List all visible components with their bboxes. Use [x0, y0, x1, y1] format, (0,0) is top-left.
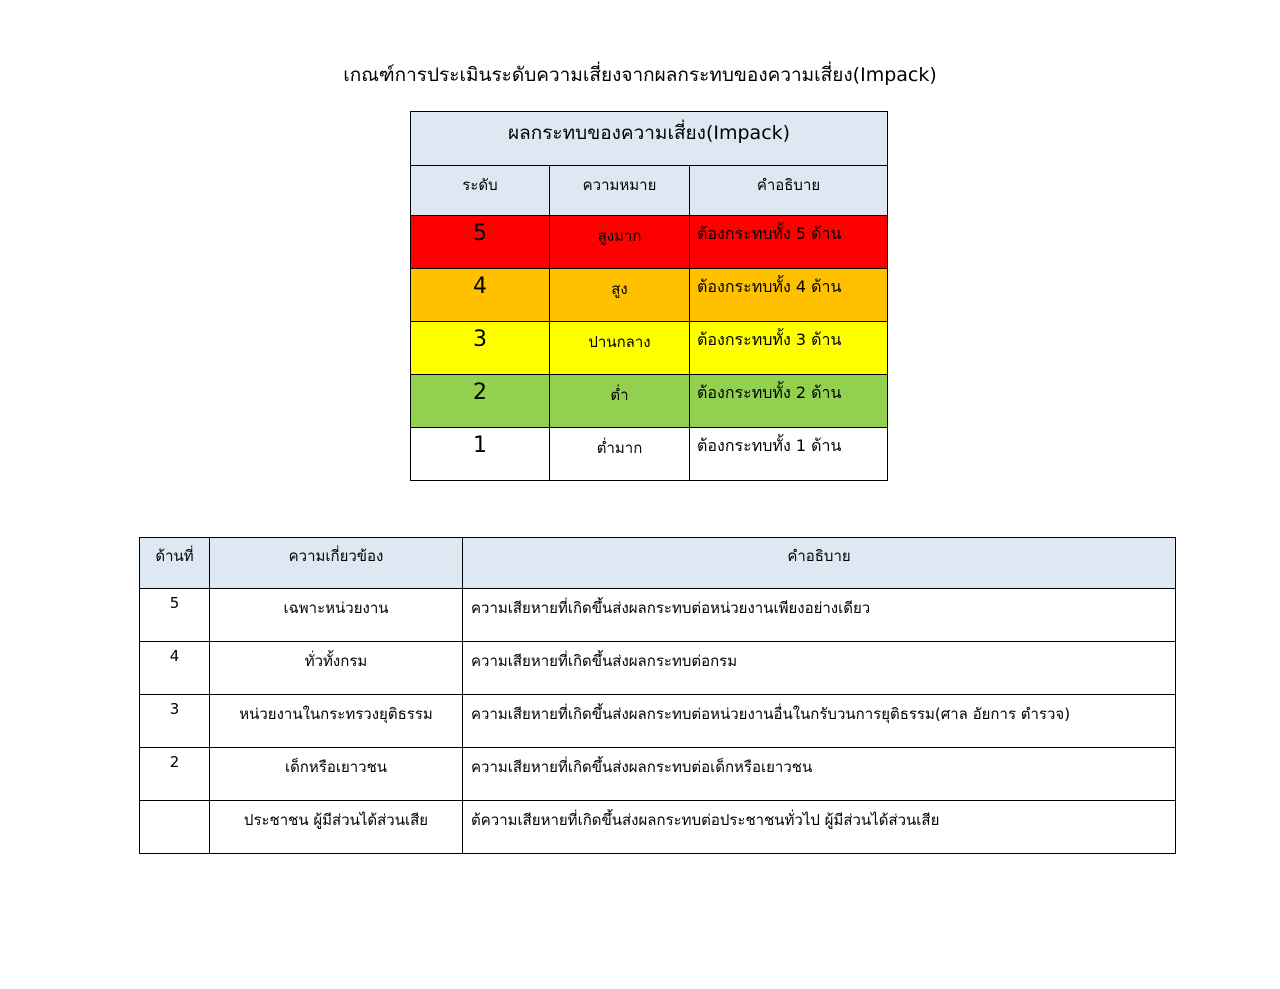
column-header-meaning: ความหมาย [550, 166, 690, 216]
aspect-number: 3 [140, 695, 210, 748]
aspect-description: ความเสียหายที่เกิดขึ้นส่งผลกระทบต่อหน่วยงานอื่นในกรับวนการยุติธรรม(ศาล อัยการ ตำรวจ) [463, 695, 1176, 748]
impact-level: 5 [411, 216, 550, 269]
aspect-row [140, 695, 1176, 748]
impact-meaning: ต่ำมาก [550, 428, 690, 481]
impact-description: ต้องกระทบทั้ง 1 ด้าน [690, 428, 888, 481]
aspect-description: ความเสียหายที่เกิดขึ้นส่งผลกระทบต่อกรม [463, 642, 1176, 695]
column-header-aspect-description: คำอธิบาย [463, 538, 1176, 589]
impact-description: ต้องกระทบทั้ง 2 ด้าน [690, 375, 888, 428]
aspect-relation: เฉพาะหน่วยงาน [210, 589, 463, 642]
impact-meaning: สูง [550, 269, 690, 322]
aspect-relation: เด็กหรือเยาวชน [210, 748, 463, 801]
aspect-description: ต้ความเสียหายที่เกิดขึ้นส่งผลกระทบต่อประชาชนทั่วไป ผู้มีส่วนได้ส่วนเสีย [463, 801, 1176, 854]
impact-row-2 [411, 375, 888, 428]
impact-table [410, 111, 888, 481]
aspect-number [140, 801, 210, 854]
aspect-row [140, 748, 1176, 801]
impact-meaning: ต่ำ [550, 375, 690, 428]
impact-meaning: ปานกลาง [550, 322, 690, 375]
impact-table-header: ผลกระทบของความเสี่ยง(Impack) [411, 112, 888, 166]
column-header-description: คำอธิบาย [690, 166, 888, 216]
page-title: เกณฑ์การประเมินระดับความเสี่ยงจากผลกระทบของความเสี่ยง(Impack) [343, 64, 937, 86]
impact-description: ต้องกระทบทั้ง 5 ด้าน [690, 216, 888, 269]
impact-row-4 [411, 269, 888, 322]
column-header-aspect-number: ด้านที่ [140, 538, 210, 589]
column-header-level: ระดับ [411, 166, 550, 216]
impact-level: 4 [411, 269, 550, 322]
aspect-row [140, 801, 1176, 854]
impact-description: ต้องกระทบทั้ง 3 ด้าน [690, 322, 888, 375]
aspect-row [140, 589, 1176, 642]
impact-description: ต้องกระทบทั้ง 4 ด้าน [690, 269, 888, 322]
impact-level: 3 [411, 322, 550, 375]
aspect-relation: ประชาชน ผู้มีส่วนได้ส่วนเสีย [210, 801, 463, 854]
aspect-relation: หน่วยงานในกระทรวงยุติธรรม [210, 695, 463, 748]
aspect-table [139, 537, 1176, 854]
aspect-number: 4 [140, 642, 210, 695]
impact-row-5 [411, 216, 888, 269]
impact-meaning: สูงมาก [550, 216, 690, 269]
aspect-number: 5 [140, 589, 210, 642]
aspect-relation: ทั่วทั้งกรม [210, 642, 463, 695]
column-header-relation: ความเกี่ยวข้อง [210, 538, 463, 589]
aspect-description: ความเสียหายที่เกิดขึ้นส่งผลกระทบต่อเด็กหรือเยาวชน [463, 748, 1176, 801]
impact-level: 1 [411, 428, 550, 481]
aspect-number: 2 [140, 748, 210, 801]
aspect-description: ความเสียหายที่เกิดขึ้นส่งผลกระทบต่อหน่วยงานเพียงอย่างเดียว [463, 589, 1176, 642]
impact-row-3 [411, 322, 888, 375]
aspect-row [140, 642, 1176, 695]
impact-row-1 [411, 428, 888, 481]
impact-level: 2 [411, 375, 550, 428]
